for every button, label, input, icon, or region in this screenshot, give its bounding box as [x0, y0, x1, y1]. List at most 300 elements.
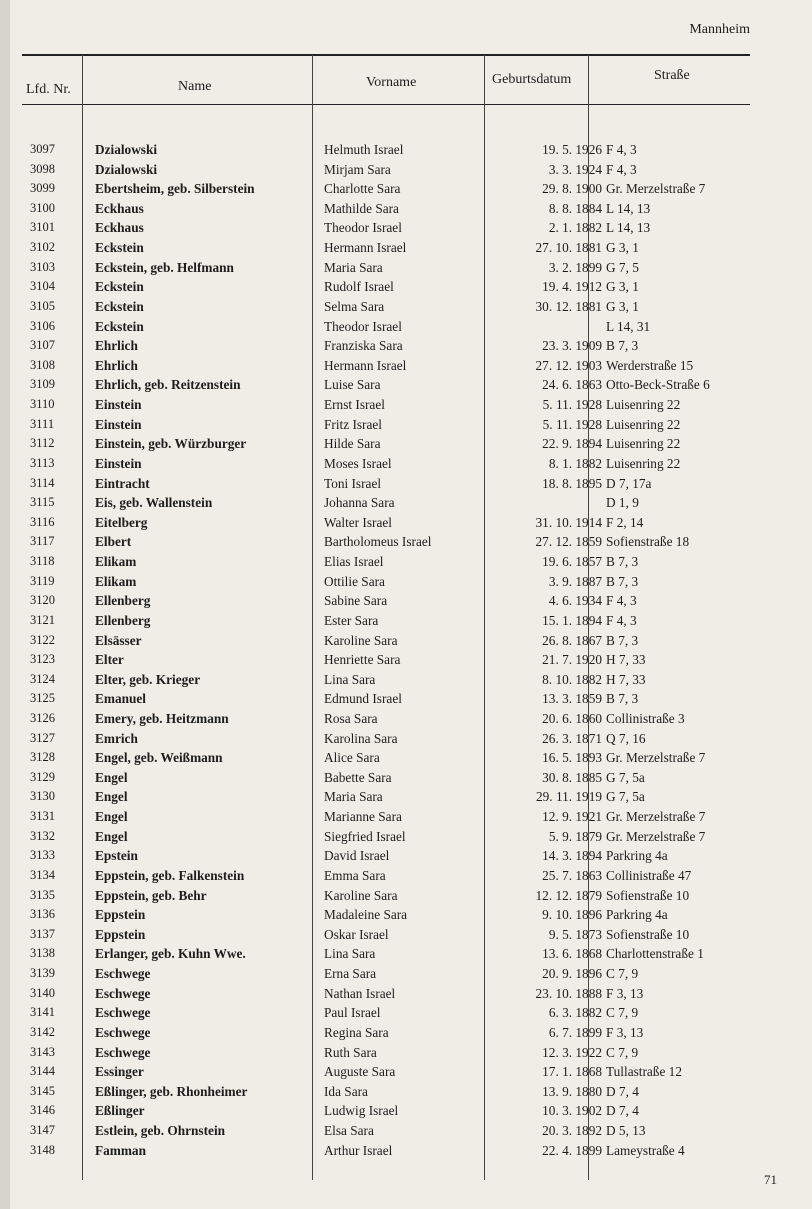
- table-row: [0, 1045, 780, 1065]
- row-number: 3098: [30, 161, 55, 176]
- row-number: 3118: [30, 554, 55, 569]
- row-name: Engel: [95, 789, 128, 805]
- row-birthdate: 3. 9. 1887: [548, 573, 602, 589]
- table-row: [0, 377, 780, 397]
- row-birthdate: 23. 3. 1909: [542, 338, 602, 354]
- row-street: L 14, 13: [606, 200, 651, 216]
- table-row: [0, 986, 780, 1006]
- row-street: Otto-Beck-Straße 6: [606, 377, 710, 393]
- table-row: [0, 829, 780, 849]
- table-row: [0, 691, 780, 711]
- row-name: Eckhaus: [95, 220, 144, 236]
- table-row: [0, 1103, 780, 1123]
- table-row: [0, 554, 780, 574]
- row-name: Eßlinger, geb. Rhonheimer: [95, 1083, 248, 1099]
- row-birthdate: 30. 8. 1885: [542, 769, 602, 785]
- table-row: [0, 495, 780, 515]
- row-vorname: David Israel: [324, 848, 390, 864]
- row-birthdate: 26. 3. 1871: [542, 730, 602, 746]
- row-birthdate: 20. 6. 1860: [542, 710, 602, 726]
- row-street: B 7, 3: [606, 573, 639, 589]
- row-name: Eis, geb. Wallenstein: [95, 495, 213, 511]
- row-name: Engel: [95, 769, 128, 785]
- row-number: 3120: [30, 593, 55, 608]
- row-vorname: Walter Israel: [324, 514, 392, 530]
- row-vorname: Elsa Sara: [324, 1123, 374, 1138]
- row-birthdate: 22. 4. 1899: [542, 1142, 602, 1158]
- row-number: 3105: [30, 298, 55, 313]
- row-vorname: Hermann Israel: [324, 240, 407, 256]
- row-street: G 7, 5a: [606, 769, 645, 785]
- row-vorname: Regina Sara: [324, 1024, 389, 1040]
- column-header-street: Straße: [654, 68, 690, 83]
- row-number: 3111: [30, 416, 55, 431]
- row-number: 3100: [30, 200, 55, 215]
- row-vorname: Edmund Israel: [324, 691, 402, 707]
- table-row: [0, 162, 780, 182]
- table-row: [0, 338, 780, 358]
- row-vorname: Maria Sara: [324, 259, 383, 275]
- row-number: 3130: [30, 789, 55, 804]
- row-number: 3103: [30, 259, 55, 274]
- row-vorname: Johanna Sara: [324, 495, 395, 511]
- row-birthdate: 20. 3. 1892: [542, 1123, 602, 1138]
- row-vorname: Arthur Israel: [324, 1142, 393, 1158]
- row-number: 3123: [30, 652, 55, 667]
- table-row: [0, 711, 780, 731]
- row-vorname: Oskar Israel: [324, 926, 389, 942]
- row-birthdate: 5. 9. 1879: [548, 828, 602, 844]
- row-birthdate: 4. 6. 1934: [548, 593, 602, 609]
- row-birthdate: 30. 12. 1881: [535, 298, 602, 314]
- row-name: Ebertsheim, geb. Silberstein: [95, 181, 255, 197]
- row-name: Eppstein, geb. Falkenstein: [95, 867, 245, 883]
- column-header-name: Name: [178, 79, 212, 94]
- row-name: Erlanger, geb. Kuhn Wwe.: [95, 946, 246, 962]
- row-number: 3146: [30, 1103, 55, 1118]
- row-name: Eckstein: [95, 279, 144, 295]
- row-name: Ehrlich: [95, 338, 138, 354]
- row-name: Ehrlich: [95, 357, 138, 373]
- row-name: Eschwege: [95, 1044, 151, 1060]
- row-street: Gr. Merzelstraße 7: [606, 750, 706, 766]
- row-name: Eckstein: [95, 240, 144, 256]
- row-street: Sofienstraße 10: [606, 887, 690, 903]
- row-street: C 7, 9: [606, 966, 639, 982]
- table-row: [0, 436, 780, 456]
- row-name: Elter: [95, 652, 124, 668]
- row-street: B 7, 3: [606, 554, 639, 570]
- row-number: 3116: [30, 514, 55, 529]
- row-street: Gr. Merzelstraße 7: [606, 828, 706, 844]
- row-birthdate: 17. 1. 1868: [542, 1064, 602, 1080]
- row-name: Eschwege: [95, 1005, 151, 1021]
- row-street: G 3, 1: [606, 298, 639, 314]
- row-number: 3115: [30, 495, 55, 510]
- row-birthdate: 13. 9. 1880: [542, 1083, 602, 1099]
- row-number: 3148: [30, 1142, 55, 1157]
- row-vorname: Helmuth Israel: [324, 142, 404, 157]
- row-vorname: Siegfried Israel: [324, 828, 406, 844]
- row-birthdate: 15. 1. 1894: [542, 612, 602, 628]
- row-vorname: Maria Sara: [324, 789, 383, 805]
- table-row: [0, 1123, 780, 1143]
- row-vorname: Alice Sara: [324, 750, 380, 766]
- row-vorname: Emma Sara: [324, 867, 386, 883]
- row-name: Epstein: [95, 848, 138, 864]
- table-row: [0, 927, 780, 947]
- row-street: D 5, 13: [606, 1123, 646, 1138]
- row-vorname: Luise Sara: [324, 377, 381, 393]
- row-birthdate: 8. 8. 1884: [548, 200, 602, 216]
- row-number: 3138: [30, 946, 55, 961]
- table-row: [0, 299, 780, 319]
- row-street: F 3, 13: [606, 1024, 644, 1040]
- table-row: [0, 809, 780, 829]
- row-birthdate: 21. 7. 1920: [542, 652, 602, 668]
- row-number: 3126: [30, 710, 55, 725]
- row-number: 3124: [30, 671, 55, 686]
- row-number: 3145: [30, 1083, 55, 1098]
- table-row: [0, 848, 780, 868]
- row-name: Estlein, geb. Ohrnstein: [95, 1123, 226, 1138]
- row-number: 3141: [30, 1005, 55, 1020]
- row-birthdate: 10. 3. 1902: [542, 1103, 602, 1119]
- row-name: Essinger: [95, 1064, 144, 1080]
- table-row: [0, 1064, 780, 1084]
- table-row: [0, 672, 780, 692]
- table-row: [0, 1025, 780, 1045]
- row-number: 3129: [30, 769, 55, 784]
- row-street: Werderstraße 15: [606, 357, 694, 373]
- row-name: Eckstein, geb. Helfmann: [95, 259, 234, 275]
- row-name: Ellenberg: [95, 593, 151, 609]
- row-birthdate: 9. 10. 1896: [542, 907, 602, 923]
- table-row: [0, 260, 780, 280]
- row-number: 3104: [30, 279, 55, 294]
- row-number: 3112: [30, 436, 55, 451]
- table-row: [0, 515, 780, 535]
- row-name: Elbert: [95, 534, 132, 550]
- row-street: G 7, 5a: [606, 789, 645, 805]
- row-number: 3140: [30, 985, 55, 1000]
- row-number: 3107: [30, 338, 55, 353]
- row-name: Eppstein, geb. Behr: [95, 887, 207, 903]
- row-vorname: Theodor Israel: [324, 318, 402, 334]
- row-vorname: Ludwig Israel: [324, 1103, 399, 1119]
- table-row: [0, 142, 780, 162]
- row-vorname: Paul Israel: [324, 1005, 381, 1021]
- row-number: 3097: [30, 142, 55, 156]
- table-row: [0, 319, 780, 339]
- row-street: Gr. Merzelstraße 7: [606, 181, 706, 197]
- row-street: H 7, 33: [606, 671, 646, 687]
- table-row: [0, 966, 780, 986]
- row-birthdate: 27. 12. 1903: [535, 357, 602, 373]
- row-vorname: Toni Israel: [324, 475, 382, 491]
- row-number: 3147: [30, 1123, 55, 1137]
- row-birthdate: 29. 11. 1919: [536, 789, 602, 805]
- row-name: Ehrlich, geb. Reitzenstein: [95, 377, 241, 393]
- table-row: [0, 1143, 780, 1163]
- row-vorname: Ernst Israel: [324, 397, 385, 413]
- row-street: L 14, 13: [606, 220, 651, 236]
- row-number: 3110: [30, 397, 55, 412]
- row-vorname: Charlotte Sara: [324, 181, 401, 197]
- row-street: Luisenring 22: [606, 397, 681, 413]
- row-vorname: Selma Sara: [324, 298, 385, 314]
- table-row: [0, 181, 780, 201]
- row-birthdate: 8. 10. 1882: [542, 671, 602, 687]
- row-name: Eschwege: [95, 1024, 151, 1040]
- row-number: 3099: [30, 181, 55, 196]
- row-street: Q 7, 16: [606, 730, 646, 746]
- row-birthdate: 12. 3. 1922: [542, 1044, 602, 1060]
- row-street: Parkring 4a: [606, 907, 668, 923]
- row-street: C 7, 9: [606, 1005, 639, 1021]
- table-row: [0, 1084, 780, 1104]
- row-street: Tullastraße 12: [606, 1064, 682, 1080]
- row-birthdate: 22. 9. 1894: [542, 436, 602, 452]
- row-vorname: Nathan Israel: [324, 985, 396, 1001]
- row-number: 3109: [30, 377, 55, 392]
- row-vorname: Ottilie Sara: [324, 573, 385, 589]
- row-birthdate: 20. 9. 1896: [542, 966, 602, 982]
- row-number: 3113: [30, 455, 55, 470]
- row-name: Engel, geb. Weißmann: [95, 750, 223, 766]
- row-vorname: Fritz Israel: [324, 416, 382, 432]
- row-vorname: Karoline Sara: [324, 887, 398, 903]
- row-vorname: Hilde Sara: [324, 436, 381, 452]
- row-name: Engel: [95, 828, 128, 844]
- row-number: 3121: [30, 612, 55, 627]
- row-street: G 7, 5: [606, 259, 639, 275]
- row-vorname: Sabine Sara: [324, 593, 388, 609]
- row-name: Emrich: [95, 730, 138, 746]
- table-row: [0, 358, 780, 378]
- row-name: Elikam: [95, 554, 137, 570]
- row-number: 3144: [30, 1064, 55, 1079]
- row-street: Luisenring 22: [606, 436, 681, 452]
- row-street: F 4, 3: [606, 593, 637, 609]
- row-street: F 3, 13: [606, 985, 644, 1001]
- row-name: Elter, geb. Krieger: [95, 671, 201, 687]
- row-name: Emery, geb. Heitzmann: [95, 710, 229, 726]
- row-number: 3143: [30, 1044, 55, 1059]
- row-birthdate: 29. 8. 1900: [542, 181, 602, 197]
- row-birthdate: 19. 5. 1926: [542, 142, 602, 157]
- row-birthdate: 12. 12. 1879: [535, 887, 602, 903]
- table-row: [0, 907, 780, 927]
- column-header-date: Geburtsdatum: [492, 72, 572, 87]
- row-name: Einstein: [95, 455, 142, 471]
- row-name: Einstein, geb. Würzburger: [95, 436, 247, 452]
- row-number: 3142: [30, 1024, 55, 1039]
- row-birthdate: 24. 6. 1863: [542, 377, 602, 393]
- row-number: 3122: [30, 632, 55, 647]
- row-name: Eppstein: [95, 926, 146, 942]
- row-street: B 7, 3: [606, 691, 639, 707]
- row-street: F 2, 14: [606, 514, 644, 530]
- row-name: Eßlinger: [95, 1103, 145, 1119]
- row-street: Collinistraße 3: [606, 710, 685, 726]
- row-vorname: Madaleine Sara: [324, 907, 408, 923]
- row-vorname: Erna Sara: [324, 966, 377, 982]
- row-vorname: Moses Israel: [324, 455, 392, 471]
- table-row: [0, 750, 780, 770]
- row-name: Eschwege: [95, 966, 151, 982]
- row-vorname: Karoline Sara: [324, 632, 398, 648]
- row-birthdate: 5. 11. 1928: [542, 397, 602, 413]
- table-top-rule: [22, 54, 750, 56]
- row-vorname: Rosa Sara: [324, 710, 378, 726]
- row-street: B 7, 3: [606, 338, 639, 354]
- row-birthdate: 2. 1. 1882: [548, 220, 602, 236]
- row-vorname: Marianne Sara: [324, 809, 402, 825]
- row-number: 3108: [30, 357, 55, 372]
- row-birthdate: 19. 4. 1912: [542, 279, 602, 295]
- row-birthdate: 27. 10. 1881: [535, 240, 602, 256]
- row-birthdate: 13. 6. 1868: [542, 946, 602, 962]
- table-row: [0, 220, 780, 240]
- column-header-nr: Lfd. Nr.: [26, 82, 71, 97]
- row-name: Emanuel: [95, 691, 146, 707]
- row-street: G 3, 1: [606, 240, 639, 256]
- table-row: [0, 731, 780, 751]
- row-vorname: Theodor Israel: [324, 220, 402, 236]
- table-row: [0, 652, 780, 672]
- table-row: [0, 789, 780, 809]
- row-birthdate: 26. 8. 1867: [542, 632, 602, 648]
- row-number: 3139: [30, 966, 55, 981]
- table-row: [0, 946, 780, 966]
- page-header-city: Mannheim: [689, 22, 750, 37]
- row-number: 3132: [30, 828, 55, 843]
- row-number: 3128: [30, 750, 55, 765]
- row-street: D 7, 17a: [606, 475, 652, 491]
- row-name: Engel: [95, 809, 128, 825]
- row-number: 3125: [30, 691, 55, 706]
- row-street: G 3, 1: [606, 279, 639, 295]
- row-number: 3136: [30, 907, 55, 922]
- row-street: Gr. Merzelstraße 7: [606, 809, 706, 825]
- row-name: Dzialowski: [95, 161, 158, 177]
- row-birthdate: 8. 1. 1882: [548, 455, 602, 471]
- table-row: [0, 397, 780, 417]
- row-vorname: Ida Sara: [324, 1083, 368, 1099]
- row-street: Sofienstraße 10: [606, 926, 690, 942]
- row-name: Eckhaus: [95, 200, 144, 216]
- row-vorname: Rudolf Israel: [324, 279, 394, 295]
- row-vorname: Bartholomeus Israel: [324, 534, 432, 550]
- row-number: 3135: [30, 887, 55, 902]
- row-number: 3102: [30, 240, 55, 255]
- row-vorname: Mirjam Sara: [324, 161, 391, 177]
- table-row: [0, 456, 780, 476]
- table-header-rule: [22, 104, 750, 105]
- table-row: [0, 201, 780, 221]
- row-vorname: Auguste Sara: [324, 1064, 396, 1080]
- row-number: 3101: [30, 220, 55, 235]
- table-row: [0, 476, 780, 496]
- row-street: Collinistraße 47: [606, 867, 692, 883]
- row-street: Lameystraße 4: [606, 1142, 685, 1158]
- row-name: Dzialowski: [95, 142, 158, 157]
- row-birthdate: 18. 8. 1895: [542, 475, 602, 491]
- row-birthdate: 9. 5. 1873: [548, 926, 602, 942]
- row-vorname: Ester Sara: [324, 612, 379, 628]
- row-number: 3134: [30, 867, 55, 882]
- table-row: [0, 888, 780, 908]
- row-number: 3106: [30, 318, 55, 333]
- table-row: [0, 534, 780, 554]
- row-street: L 14, 31: [606, 318, 651, 334]
- row-birthdate: 14. 3. 1894: [542, 848, 602, 864]
- row-street: Parkring 4a: [606, 848, 668, 864]
- row-vorname: Lina Sara: [324, 671, 376, 687]
- table-row: [0, 770, 780, 790]
- row-birthdate: 3. 2. 1899: [548, 259, 602, 275]
- table-row: [0, 868, 780, 888]
- row-street: F 4, 3: [606, 612, 637, 628]
- row-number: 3114: [30, 475, 55, 490]
- row-street: Sofienstraße 18: [606, 534, 690, 550]
- row-number: 3137: [30, 926, 55, 941]
- row-street: Luisenring 22: [606, 416, 681, 432]
- table-row: [0, 279, 780, 299]
- row-birthdate: 31. 10. 1914: [535, 514, 602, 530]
- row-name: Elsässer: [95, 632, 142, 648]
- row-street: F 4, 3: [606, 142, 637, 157]
- table-row: [0, 1005, 780, 1025]
- row-name: Eckstein: [95, 298, 144, 314]
- column-header-vorname: Vorname: [366, 75, 417, 90]
- row-vorname: Franziska Sara: [324, 338, 403, 354]
- table-row: [0, 240, 780, 260]
- row-number: 3117: [30, 534, 55, 549]
- row-vorname: Karolina Sara: [324, 730, 398, 746]
- table-row: [0, 593, 780, 613]
- row-vorname: Hermann Israel: [324, 357, 407, 373]
- row-birthdate: 25. 7. 1863: [542, 867, 602, 883]
- row-birthdate: 19. 6. 1857: [542, 554, 602, 570]
- row-name: Elikam: [95, 573, 137, 589]
- row-name: Eschwege: [95, 985, 151, 1001]
- row-name: Einstein: [95, 416, 142, 432]
- row-street: H 7, 33: [606, 652, 646, 668]
- row-vorname: Henriette Sara: [324, 652, 401, 668]
- row-vorname: Ruth Sara: [324, 1044, 377, 1060]
- row-number: 3131: [30, 809, 55, 824]
- row-name: Eckstein: [95, 318, 144, 334]
- row-street: D 7, 4: [606, 1103, 639, 1119]
- row-vorname: Mathilde Sara: [324, 200, 399, 216]
- table-row: [0, 633, 780, 653]
- row-street: Luisenring 22: [606, 455, 681, 471]
- row-street: D 1, 9: [606, 495, 639, 511]
- table-row: [0, 613, 780, 633]
- row-street: D 7, 4: [606, 1083, 639, 1099]
- table-row: [0, 574, 780, 594]
- page-number: 71: [764, 1172, 777, 1187]
- row-street: Charlottenstraße 1: [606, 946, 704, 962]
- row-name: Eppstein: [95, 907, 146, 923]
- row-number: 3127: [30, 730, 55, 745]
- row-birthdate: 5. 11. 1928: [542, 416, 602, 432]
- row-vorname: Lina Sara: [324, 946, 376, 962]
- row-number: 3119: [30, 573, 55, 588]
- row-birthdate: 23. 10. 1888: [535, 985, 602, 1001]
